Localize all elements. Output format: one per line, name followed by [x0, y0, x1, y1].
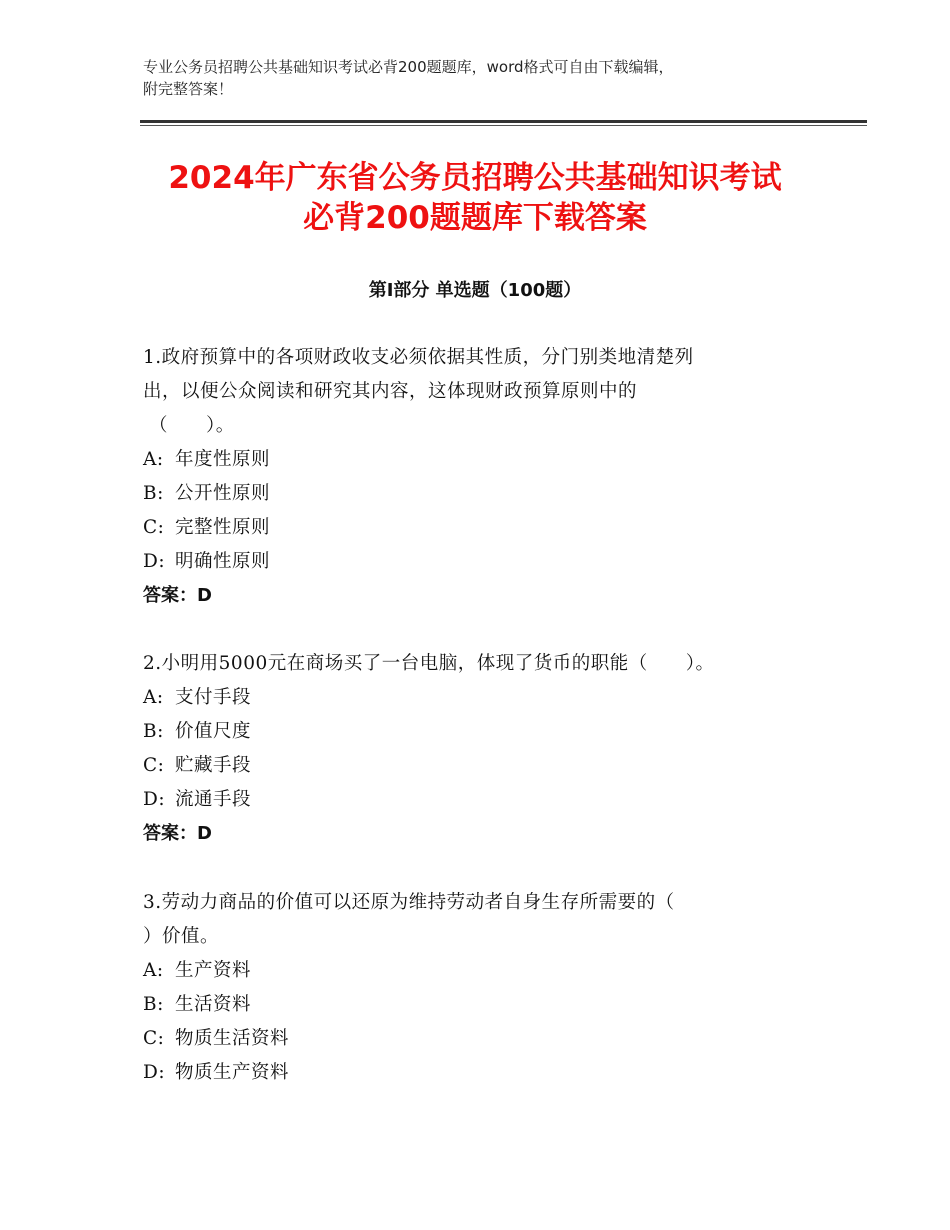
question-2	[143, 647, 823, 851]
option-letter: A:	[143, 449, 164, 470]
question-stem-line: 2.小明用5000元在商场买了一台电脑，体现了货币的职能（ ）。	[143, 653, 715, 674]
option-text: 明确性原则	[175, 551, 271, 572]
option-text: 物质生活资料	[175, 1028, 290, 1049]
option-letter: C:	[143, 1028, 165, 1049]
answer-label: 答案：D	[143, 823, 212, 844]
header-divider-thick	[140, 120, 867, 123]
title-line-2: 必背200题题库下载答案	[303, 200, 647, 236]
question-stem	[143, 647, 823, 681]
header-divider-thin	[140, 125, 867, 126]
option-c	[143, 749, 823, 783]
option-a	[143, 681, 823, 715]
question-stem-line: （ ）。	[149, 415, 235, 436]
option-text: 流通手段	[175, 789, 252, 810]
header-note-line-1: 专业公务员招聘公共基础知识考试必背200题题库，word格式可自由下载编辑，	[143, 58, 674, 76]
option-text: 生产资料	[175, 960, 252, 981]
header-note-line-2: 附完整答案！	[143, 80, 234, 98]
option-text: 年度性原则	[175, 449, 271, 470]
question-stem	[143, 341, 823, 443]
option-text: 公开性原则	[175, 483, 271, 504]
option-letter: A:	[143, 687, 164, 708]
option-letter: B:	[143, 721, 164, 742]
option-text: 支付手段	[175, 687, 252, 708]
option-c	[143, 1022, 823, 1056]
option-text: 生活资料	[175, 994, 252, 1015]
option-d	[143, 783, 823, 817]
option-letter: D:	[143, 1062, 166, 1083]
option-text: 完整性原则	[175, 517, 271, 538]
document-title	[0, 158, 950, 238]
option-b	[143, 715, 823, 749]
option-a	[143, 954, 823, 988]
option-letter: D:	[143, 551, 166, 572]
question-stem	[143, 886, 823, 954]
section-heading: 第Ⅰ部分 单选题（100题）	[368, 280, 582, 301]
option-letter: C:	[143, 517, 165, 538]
option-d	[143, 545, 823, 579]
question-1	[143, 341, 823, 613]
question-stem-line: 出，以便公众阅读和研究其内容，这体现财政预算原则中的	[143, 381, 638, 402]
option-text: 物质生产资料	[175, 1062, 290, 1083]
option-b	[143, 988, 823, 1022]
question-stem-line: ）价值。	[143, 926, 220, 947]
option-text: 价值尺度	[175, 721, 252, 742]
option-d	[143, 1056, 823, 1090]
option-letter: B:	[143, 994, 164, 1015]
header-note	[143, 56, 823, 100]
question-stem-line: 1.政府预算中的各项财政收支必须依据其性质，分门别类地清楚列	[143, 347, 694, 368]
option-letter: D:	[143, 789, 166, 810]
option-letter: B:	[143, 483, 164, 504]
option-letter: A:	[143, 960, 164, 981]
question-stem-line: 3.劳动力商品的价值可以还原为维持劳动者自身生存所需要的（	[143, 892, 675, 913]
option-letter: C:	[143, 755, 165, 776]
option-c	[143, 511, 823, 545]
option-b	[143, 477, 823, 511]
option-text: 贮藏手段	[175, 755, 252, 776]
answer-label: 答案：D	[143, 585, 212, 606]
title-line-1: 2024年广东省公务员招聘公共基础知识考试	[168, 160, 782, 196]
question-3	[143, 886, 823, 1090]
option-a	[143, 443, 823, 477]
